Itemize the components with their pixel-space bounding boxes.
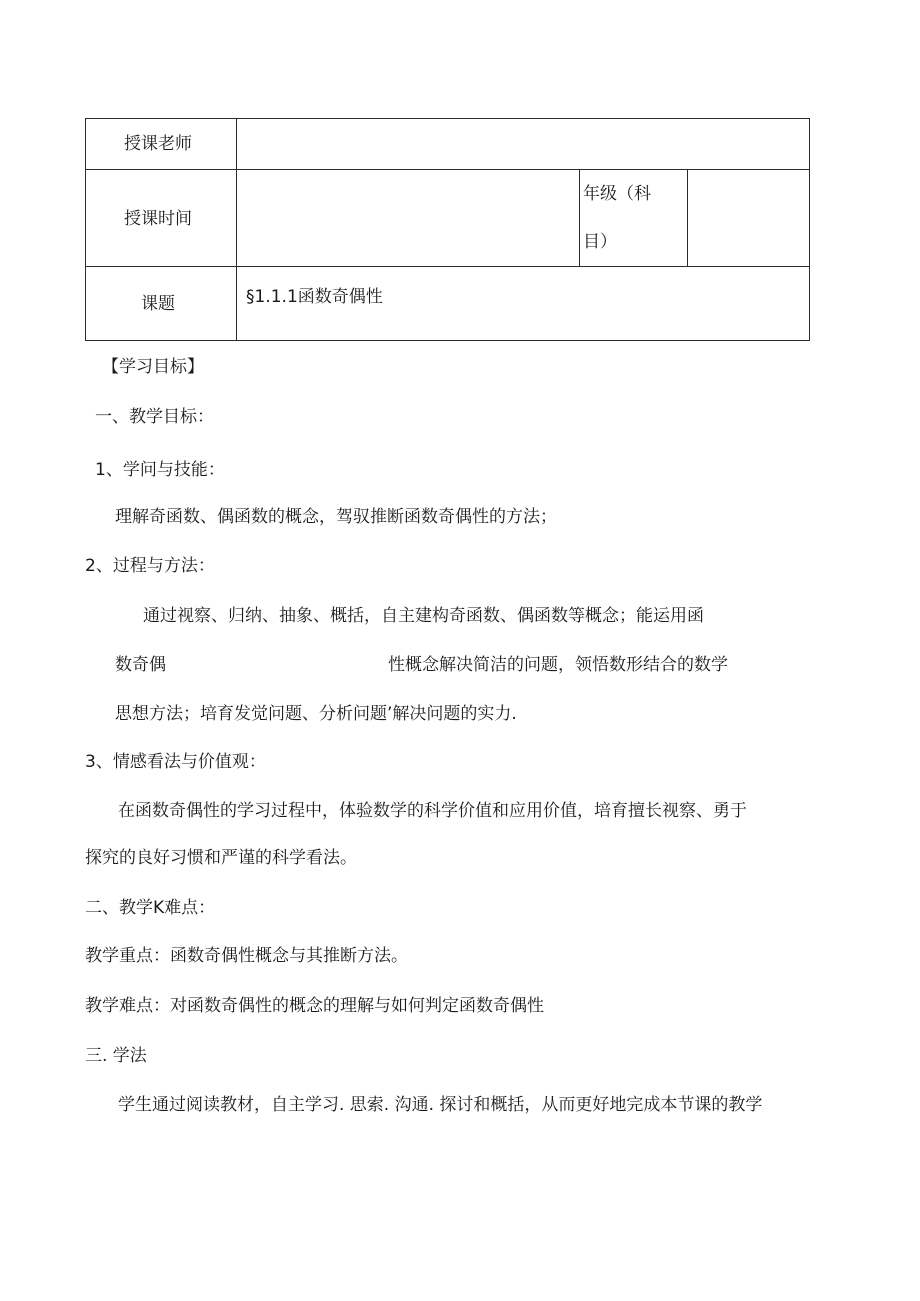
- teacher-label: 授课老师: [124, 134, 192, 154]
- goal2-line1: 通过视察、归纳、抽象、概括，自主建构奇函数、偶函数等概念；能运用函: [143, 606, 704, 626]
- time-label: 授课时间: [124, 209, 192, 229]
- key-points-heading: 二、教学K难点：: [85, 898, 216, 918]
- method-text: 学生通过阅读教材，自主学习. 思索. 沟通. 探讨和概括，从而更好地完成本节课的教学: [118, 1095, 763, 1115]
- goal2-line2-left: 数奇偶: [115, 655, 166, 675]
- method-heading: 三. 学法: [85, 1046, 147, 1066]
- difficult-point: 教学难点：对函数奇偶性的概念的理解与如何判定函数奇偶性: [85, 996, 544, 1016]
- goal2-line3: 思想方法；培育发觉问题、分析问题’解决问题的实力.: [115, 704, 517, 724]
- goal1-heading: 1、学问与技能：: [95, 460, 225, 480]
- grade-label-line1: 年级（科: [583, 184, 651, 204]
- table-border-right: [809, 118, 810, 341]
- topic-label: 课题: [141, 294, 175, 314]
- key-point: 教学重点：函数奇偶性概念与其推断方法。: [85, 946, 408, 966]
- table-grade-left-divider: [579, 169, 580, 267]
- table-border-top: [85, 118, 810, 119]
- table-row-divider-1: [85, 169, 810, 170]
- table-border-bottom: [85, 340, 810, 341]
- topic-value: §1.1.1函数奇偶性: [246, 287, 383, 307]
- learning-goals-heading: 【学习目标】: [102, 357, 204, 377]
- goal3-line1: 在函数奇偶性的学习过程中，体验数学的科学价值和应用价值，培育擅长视察、勇于: [118, 801, 747, 821]
- table-grade-right-divider: [687, 169, 688, 267]
- grade-label-line2: 目）: [583, 232, 617, 252]
- table-label-divider: [236, 118, 237, 341]
- goal2-heading: 2、过程与方法：: [85, 556, 215, 576]
- table-row-divider-2: [85, 266, 810, 267]
- table-border-left: [85, 118, 86, 341]
- goal3-line2: 探究的良好习惯和严谨的科学看法。: [85, 848, 357, 868]
- teaching-goals-heading: 一、教学目标：: [95, 407, 214, 427]
- goal2-line2-right: 性概念解决简洁的问题，领悟数形结合的数学: [388, 655, 728, 675]
- goal1-text: 理解奇函数、偶函数的概念，驾驭推断函数奇偶性的方法；: [115, 507, 557, 527]
- goal3-heading: 3、情感看法与价值观：: [85, 752, 266, 772]
